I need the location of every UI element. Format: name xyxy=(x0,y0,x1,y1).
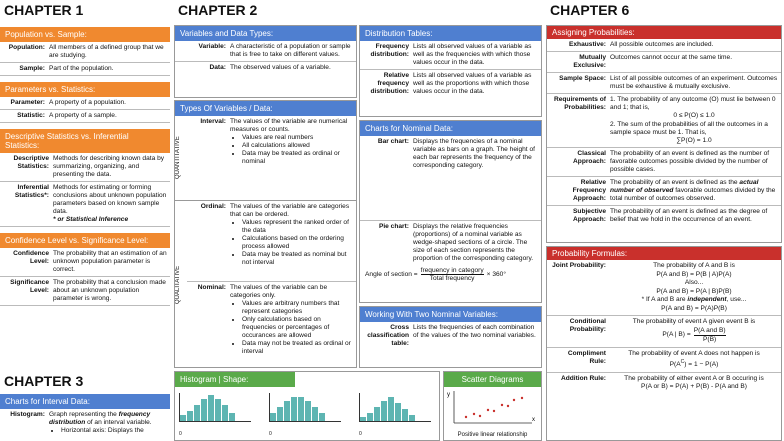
nominal-row: Nominal: The values of the variable can be categories only. • Values are arbitrary numbers that represent categories • Only calculations based on frequencies or percentages of occurances are allowed • Data may not be treated as ordinal or interval xyxy=(187,282,356,358)
data-row: Data: The observed values of a variable. xyxy=(209,64,331,71)
population-row: Population: All members of a defined group that we are studying. xyxy=(0,42,170,63)
histogram-2: 0 xyxy=(265,393,345,440)
confidence-row: Confidence Level: The probability that an estimation of an unknown population parameter is correct. xyxy=(0,248,170,277)
classical-row: Classical Approach: The probability of an event is defined as the number of favorable outcomes possible divided by the number of possible cases. xyxy=(547,148,781,177)
cross-classification-row: Cross classification table: Lists the frequencies of each combination of the values of the two nominal variables. xyxy=(367,324,536,347)
quantitative-label: QUANTITATIVE xyxy=(175,136,181,180)
nominal-charts-panel xyxy=(359,120,542,303)
descriptive-inferential-header: Descriptive Statistics vs. Inferential Statistics: xyxy=(0,129,170,153)
two-nominal-header: Working With Two Nominal Variables: xyxy=(360,307,541,322)
variables-panel xyxy=(174,25,357,98)
addition-rule-row: Addition Rule: The probability of either event A or B occuring is P(A or B) = P(A) + P(B) - P(A and B) xyxy=(560,374,764,391)
pie-chart-row: Pie chart: Displays the relative frequencies (proportions) of a nominal variable as wedge-shaped sections of a circle. The size of each section represents the proportion of the corresponding category. xyxy=(378,223,534,262)
inference-note: * or Statistical Inference xyxy=(53,216,129,223)
variables-header: Variables and Data Types: xyxy=(175,26,356,41)
variable-row: Variable: A characteristic of a population or sample that is free to take on different values. xyxy=(175,41,356,62)
subjective-row: Subjective Approach: The probability of an event is defined as the degree of belief that we hold in the occurrence of an event. xyxy=(573,208,768,223)
angle-formula: Angle of section = frequency in category Total frequency × 360° xyxy=(365,267,506,282)
relative-frequency-row: Relative frequency distribution: Lists all observed values of a variable as well as the proportions with which those values occur in the data. xyxy=(370,72,532,95)
histogram-row: Histogram: Graph representing the frequency distribution of an interval variable. • Horizontal axis: Displays the xyxy=(0,409,170,437)
types-header: Types Of Variables / Data: xyxy=(175,101,356,116)
svg-text:x: x xyxy=(532,417,535,423)
exhaustive-row: Exhaustive: All possible outcomes are included. xyxy=(547,39,781,52)
nominal-charts-header: Charts for Nominal Data: xyxy=(360,121,541,136)
histogram-1: 0 xyxy=(175,393,255,440)
histogram-shape-header: Histogram | Shape: xyxy=(175,372,295,387)
formulas-panel xyxy=(546,246,782,441)
svg-text:y: y xyxy=(447,392,450,398)
complement-rule-row: Compliment Rule: The probability of event A does not happen is $P(A^C) = 1 - P(A)$ xyxy=(547,348,781,373)
two-nominal-panel xyxy=(359,306,542,368)
types-panel xyxy=(174,100,357,368)
chapter-2-column xyxy=(174,0,542,20)
interval-row: Interval: The values of the variable are numerical measures or counts. • Values are real numbers • All calculations allowed • Data may be treated as ordinal or nominal xyxy=(187,116,356,200)
probability-range-formula: 0 ≤ P(O) ≤ 1.0 xyxy=(673,112,715,119)
bar-chart-row: Bar chart: Displays the frequencies of a nominal variable as bars on a graph. The height of each bar represents the frequency of the corresponding category. xyxy=(360,136,541,221)
qualitative-label: QUALITATIVE xyxy=(175,265,181,305)
chapter-3-column xyxy=(0,371,170,437)
scatter-caption: Positive linear relationship xyxy=(457,432,528,438)
scatter-header: Scatter Diagrams xyxy=(444,372,541,387)
formulas-header: Probability Formulas: xyxy=(547,247,781,260)
chapter-1-column xyxy=(0,0,170,306)
chapter-1-title: CHAPTER 1 xyxy=(0,0,170,20)
probability-sum-formula: ∑P(O) = 1.0 xyxy=(676,136,712,144)
histogram-examples xyxy=(175,393,439,440)
population-sample-header: Population vs. Sample: xyxy=(0,27,170,42)
distribution-panel xyxy=(359,25,542,117)
chapter-2-title: CHAPTER 2 xyxy=(174,0,542,20)
descriptive-row: Descriptive Statistics: Methods for describing known data by summarizing, organizing, and presenting the data. xyxy=(0,153,170,182)
chapter-6-title: CHAPTER 6 xyxy=(546,0,784,20)
assigning-panel xyxy=(546,25,782,243)
assigning-header: Assigning Probabilities: xyxy=(547,26,781,39)
statistic-row: Statistic: A property of a sample. xyxy=(0,110,170,123)
significance-row: Significance Level: The probability that a conclusion made about an unknown population parameter is wrong. xyxy=(0,277,170,306)
requirements-row: Requirements of Probabilities: 1. The probability of any outcome (O) must lie between 0 and 1; that is, 0 ≤ P(O) ≤ 1.0 2. The sum of the probabilities of all the outcomes in a sample space must be 1. That is, ∑P(O) = 1.0 xyxy=(547,94,781,148)
interval-charts-header: Charts for Interval Data: xyxy=(0,394,170,409)
scatter-panel xyxy=(443,371,542,441)
relative-frequency-approach-row: Relative Frequency Approach: The probability of an event is defined as the actual number of observed favorable outcomes divided by the total number of outcomes observed. xyxy=(547,177,781,206)
joint-probability-row: Joint Probability: The probability of A and B is P(A and B) = P(B | A)P(A) Also... P(A and B) = P(A | B)P(B) * If A and B are independent, use... P(A and B) = P(A)P(B) xyxy=(547,260,781,316)
inferential-row: Inferential Statistics*: Methods for estimating or forming conclusions about unknown population parameters based on known sample data. * or Statistical Inference xyxy=(0,182,170,227)
histogram-3: 0 xyxy=(355,393,435,440)
chapter-3-title: CHAPTER 3 xyxy=(0,371,170,391)
frequency-distribution-row: Frequency distribution: Lists all observed values of a variable as well as the frequencies with which those values occur in the data. xyxy=(360,41,541,70)
conditional-probability-row: Conditional Probability: The probability of event A given event B is P(A | B) = P(A and B) P(B) xyxy=(547,316,781,348)
chapter-6-column xyxy=(546,0,784,20)
distribution-header: Distribution Tables: xyxy=(360,26,541,41)
scatter-diagram xyxy=(444,387,541,427)
confidence-significance-header: Confidence Level vs. Significance Level: xyxy=(0,233,170,248)
horizontal-axis-bullet: • Horizontal axis: Displays the xyxy=(61,427,167,435)
parameter-row: Parameter: A property of a population. xyxy=(0,97,170,110)
mutually-exclusive-row: Mutually Exclusive: Outcomes cannot occur at the same time. xyxy=(547,52,781,73)
parameters-statistics-header: Parameters vs. Statistics: xyxy=(0,82,170,97)
ordinal-row: Ordinal: The values of the variable are categories that can be ordered. • Values represent the ranked order of the data • Calculations based on the ordering process allowed • Data may be treated as nominal but not interval xyxy=(187,201,356,282)
sample-row: Sample: Part of the population. xyxy=(0,63,170,76)
histogram-shape-panel xyxy=(174,371,440,441)
sample-space-row: Sample Space: List of all possible outcomes of an experiment. Outcomes must be exhaustive & mutually exclusive. xyxy=(547,73,781,94)
